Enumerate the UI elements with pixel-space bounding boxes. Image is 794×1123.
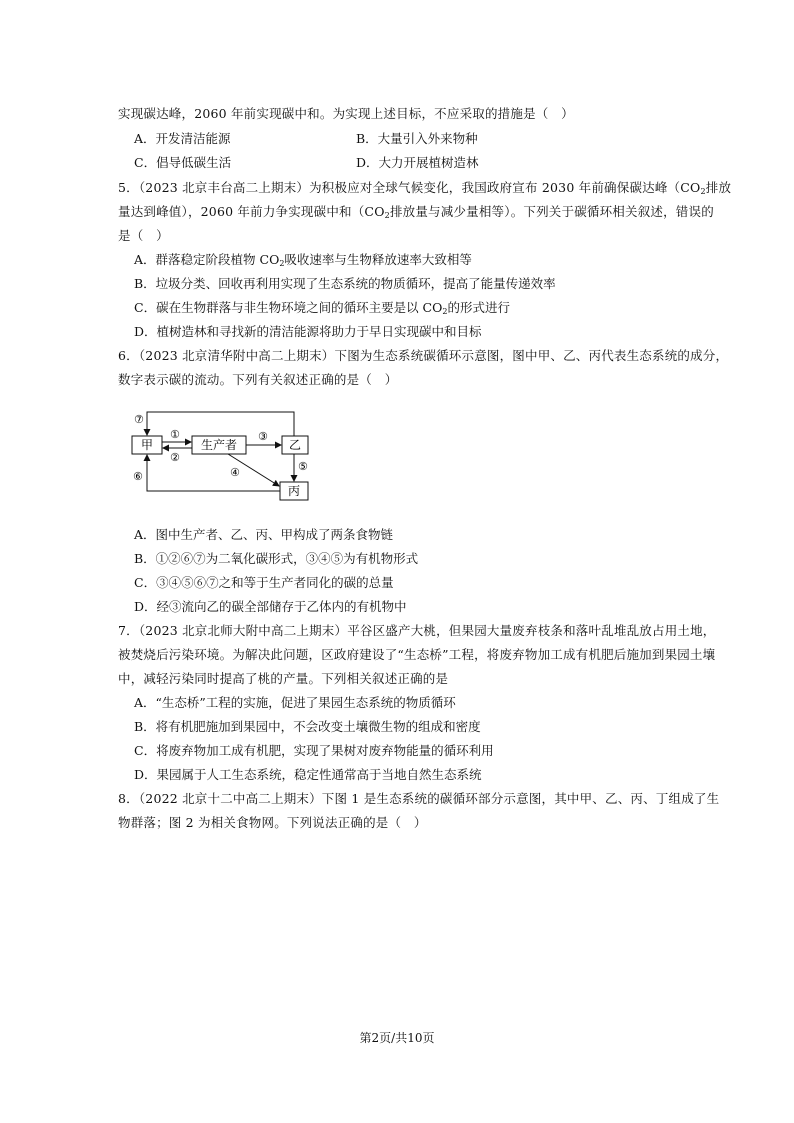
q5-option-a-text-b: 吸收速率与生物释放速率大致相等: [284, 252, 472, 267]
q5-stem-line-1: [118, 180, 731, 196]
q7-option-b: B．将有机肥施加到果园中，不会改变土壤微生物的组成和密度: [134, 719, 481, 734]
q5-co2-sub-1: 2: [700, 187, 706, 196]
q6-option-a: A．图中生产者、乙、丙、甲构成了两条食物链: [134, 527, 394, 542]
q5-option-c-text-a: C．碳在生物群落与非生物环境之间的循环主要是以 CO: [134, 300, 443, 315]
q7-stem-line-2: 被焚烧后污染环境。为解决此问题，区政府建设了“生态桥”工程，将废弃物加工成有机肥后施加到果园土壤: [118, 647, 716, 662]
q5-stem-line-2-b: 排放量与减少量相等）。下列关于碳循环相关叙述，错误的: [389, 204, 714, 219]
q5-option-c-text-b: 的形式进行: [447, 300, 510, 315]
q6-option-d: D．经③流向乙的碳全部储存于乙体内的有机物中: [134, 599, 407, 614]
arrow-6: [147, 455, 280, 491]
carbon-cycle-diagram: [130, 406, 320, 506]
label-5: ⑤: [298, 460, 308, 473]
q5-option-c: [134, 300, 510, 316]
q7-option-d: D．果园属于人工生态系统，稳定性通常高于当地自然生态系统: [134, 767, 482, 782]
q7-stem-line-3: 中，减轻污染同时提高了桃的产量。下列相关叙述正确的是: [118, 671, 449, 686]
label-4: ④: [230, 466, 240, 479]
q5-stem-line-2: [118, 204, 714, 220]
q5-option-b: B．垃圾分类、回收再利用实现了生态系统的物质循环，提高了能量传递效率: [134, 276, 556, 291]
node-producer: 生产者: [200, 438, 238, 452]
q6-stem-line-1: 6．（2023 北京清华附中高二上期末）下图为生态系统碳循环示意图，图中甲、乙、丙代表生态系统的成分，: [118, 348, 729, 363]
q4-stem-tail: 实现碳达峰，2060 年前实现碳中和。为实现上述目标，不应采取的措施是（ ）: [118, 106, 574, 121]
q5-option-c-sub: 2: [442, 307, 448, 316]
q6-stem-line-2: 数字表示碳的流动。下列有关叙述正确的是（ ）: [118, 372, 398, 387]
q5-stem-line-2-a: 量达到峰值），2060 年前力争实现碳中和（CO: [118, 204, 385, 219]
q4-option-a: A．开发清洁能源: [134, 131, 231, 146]
q5-option-a-sub: 2: [279, 259, 285, 268]
q5-stem-line-1-a: 5．（2023 北京丰台高二上期末）为积极应对全球气候变化，我国政府宣布 2030 年前确保碳达峰（CO: [118, 180, 701, 195]
q5-co2-sub-2: 2: [384, 211, 390, 220]
q4-option-d: D．大力开展植树造林: [356, 155, 479, 170]
label-3: ③: [258, 430, 268, 443]
node-yi: 乙: [288, 438, 302, 452]
q7-option-c: C．将废弃物加工成有机肥，实现了果树对废弃物能量的循环利用: [134, 743, 494, 758]
q4-option-b: B．大量引入外来物种: [356, 131, 478, 146]
page-footer: 第2页/共10页: [359, 1031, 435, 1045]
label-6: ⑥: [133, 470, 143, 483]
q6-option-c: C．③④⑤⑥⑦之和等于生产者同化的碳的总量: [134, 575, 394, 590]
q5-option-a-text-a: A．群落稳定阶段植物 CO: [134, 252, 280, 267]
q7-stem-line-1: 7．（2023 北京北师大附中高二上期末）平谷区盛产大桃，但果园大量废弃枝条和落叶乱堆乱放占用土地，: [118, 623, 716, 638]
node-bing: 丙: [287, 484, 301, 498]
q7-option-a: A．“生态桥”工程的实施，促进了果园生态系统的物质循环: [134, 695, 456, 710]
q8-stem-line-2: 物群落；图 2 为相关食物网。下列说法正确的是（ ）: [118, 815, 427, 830]
label-2: ②: [170, 451, 180, 464]
q6-option-b: B．①②⑥⑦为二氧化碳形式，③④⑤为有机物形式: [134, 551, 419, 566]
q5-option-d: D．植树造林和寻找新的清洁能源将助力于早日实现碳中和目标: [134, 324, 482, 339]
q8-stem-line-1: 8．（2022 北京十二中高二上期末）下图 1 是生态系统的碳循环部分示意图，其中甲、乙、丙、丁组成了生: [118, 791, 720, 806]
q5-stem-line-1-b: 排放: [705, 180, 732, 195]
label-1: ①: [170, 428, 180, 441]
q5-option-a: [134, 252, 472, 268]
q4-option-c: C．倡导低碳生活: [134, 155, 232, 170]
q5-stem-line-3: 是（ ）: [118, 228, 169, 243]
label-7: ⑦: [134, 413, 144, 426]
node-jia: 甲: [140, 438, 154, 452]
